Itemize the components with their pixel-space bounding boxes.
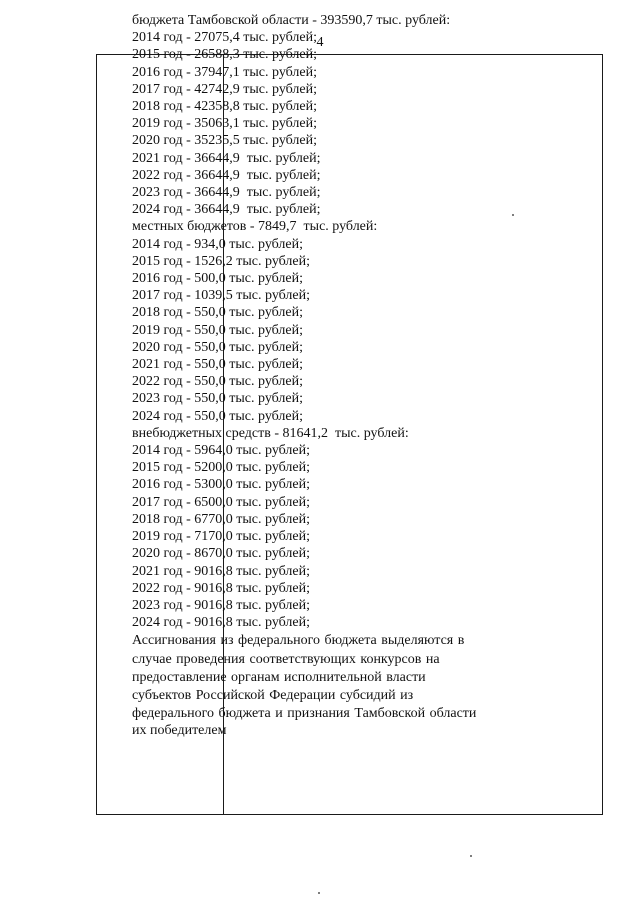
note-line: субъектов Российской Федерации субсидий из	[132, 687, 414, 703]
extrabudget-year-item: 2014 год - 5964,0 тыс. рублей;	[132, 443, 311, 459]
regional-year-item: 2020 год - 35235,5 тыс. рублей;	[132, 133, 318, 149]
extrabudget-year-item: 2022 год - 9016,8 тыс. рублей;	[132, 580, 311, 596]
regional-year-item: 2024 год - 36644,9 тыс. рублей;	[132, 202, 321, 218]
extrabudget-list	[132, 442, 503, 631]
extrabudget-year-item: 2023 год - 9016,8 тыс. рублей;	[132, 597, 311, 613]
regional-year-item: 2017 год - 42742,9 тыс. рублей;	[132, 81, 318, 97]
regional-year-item: 2014 год - 27075,4 тыс. рублей;	[132, 30, 318, 46]
federal-funding-note	[132, 632, 503, 739]
page-number: 4	[316, 35, 324, 50]
scan-speck	[470, 855, 472, 857]
regional-budget-header: бюджета Тамбовской области - 393590,7 тыс. рублей:	[132, 13, 451, 28]
regional-year-item: 2022 год - 36644,9 тыс. рублей;	[132, 167, 321, 183]
local-year-item: 2016 год - 500,0 тыс. рублей;	[132, 271, 304, 287]
extrabudget-year-item: 2018 год - 6770,0 тыс. рублей;	[132, 511, 311, 527]
extrabudget-year-item: 2019 год - 7170,0 тыс. рублей;	[132, 529, 311, 545]
note-line: предоставление органам исполнительной власти	[132, 669, 426, 685]
scan-speck	[512, 214, 514, 216]
note-line: федерального бюджета и признания Тамбовской области	[132, 706, 477, 722]
local-year-item: 2021 год - 550,0 тыс. рублей;	[132, 357, 304, 373]
regional-year-item: 2015 год - 26588,3 тыс. рублей;	[132, 47, 318, 63]
local-year-item: 2019 год - 550,0 тыс. рублей;	[132, 322, 304, 338]
local-year-item: 2022 год - 550,0 тыс. рублей;	[132, 374, 304, 390]
extrabudget-header: внебюджетных средств - 81641,2 тыс. рублей:	[132, 425, 409, 441]
extrabudget-year-item: 2021 год - 9016,8 тыс. рублей;	[132, 563, 311, 579]
regional-year-item: 2021 год - 36644,9 тыс. рублей;	[132, 150, 321, 166]
local-year-item: 2023 год - 550,0 тыс. рублей;	[132, 391, 304, 407]
local-year-item: 2020 год - 550,0 тыс. рублей;	[132, 339, 304, 355]
extrabudget-year-item: 2024 год - 9016,8 тыс. рублей;	[132, 615, 311, 631]
extrabudget-year-item: 2016 год - 5300,0 тыс. рублей;	[132, 477, 311, 493]
local-budget-list	[132, 236, 503, 425]
local-year-item: 2015 год - 1526,2 тыс. рублей;	[132, 253, 311, 269]
extrabudget-year-item: 2015 год - 5200,0 тыс. рублей;	[132, 460, 311, 476]
extrabudget-year-item: 2017 год - 6500,0 тыс. рублей;	[132, 494, 311, 510]
local-year-item: 2017 год - 1039,5 тыс. рублей;	[132, 288, 311, 304]
local-year-item: 2024 год - 550,0 тыс. рублей;	[132, 408, 304, 424]
regional-year-item: 2018 год - 42358,8 тыс. рублей;	[132, 99, 318, 115]
regional-year-item: 2019 год - 35063,1 тыс. рублей;	[132, 116, 318, 132]
note-line: Ассигнования из федерального бюджета выделяются в	[132, 633, 465, 649]
local-year-item: 2014 год - 934,0 тыс. рублей;	[132, 236, 304, 252]
note-line: их победителем	[132, 723, 227, 739]
regional-budget-list	[132, 29, 503, 218]
extrabudget-year-item: 2020 год - 8670,0 тыс. рублей;	[132, 546, 311, 562]
local-year-item: 2018 год - 550,0 тыс. рублей;	[132, 305, 304, 321]
scan-speck	[318, 892, 320, 894]
note-line: случае проведения соответствующих конкурсов на	[132, 651, 440, 667]
regional-year-item: 2023 год - 36644,9 тыс. рублей;	[132, 185, 321, 201]
local-budget-header: местных бюджетов - 7849,7 тыс. рублей:	[132, 219, 378, 235]
funding-cell-content	[132, 12, 503, 740]
regional-year-item: 2016 год - 37947,1 тыс. рублей;	[132, 64, 318, 80]
